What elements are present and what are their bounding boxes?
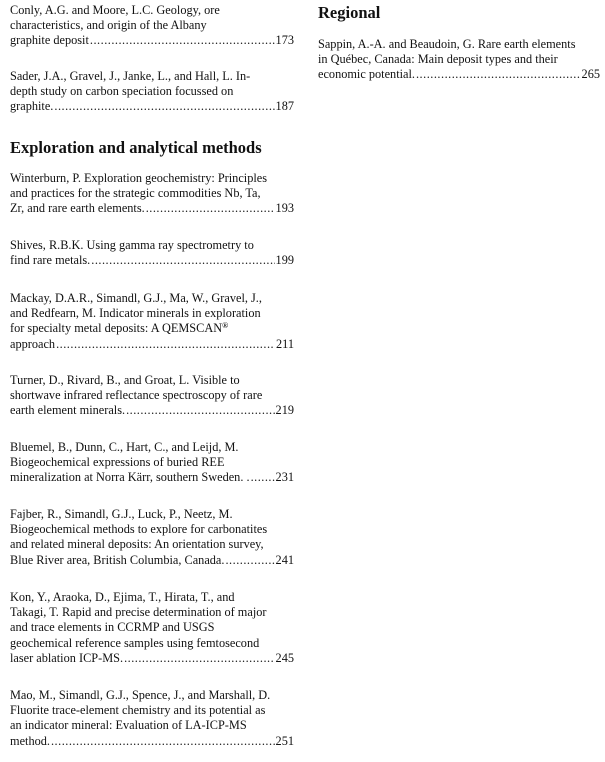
entry-line: and practices for the strategic commodities Nb, Ta, [10, 186, 261, 201]
dot-leader [146, 201, 275, 216]
page-number: 245 [275, 650, 294, 665]
entry-line: Zr, and rare earth elements. [10, 201, 145, 216]
toc-entry-shives[interactable] [10, 238, 294, 268]
dot-leader [54, 99, 274, 114]
toc-entry-conly[interactable] [10, 3, 294, 49]
entry-line: Sader, J.A., Gravel, J., Janke, L., and Hall, L. In- [10, 69, 251, 83]
page-number: 211 [276, 336, 294, 351]
dot-leader [416, 67, 581, 82]
entry-line: approach [10, 336, 56, 351]
entry-line: shortwave infrared reflectance spectroscopy of rare [10, 388, 263, 403]
toc-entry-sader[interactable] [10, 69, 294, 115]
entry-line: Blue River area, British Columbia, Canada. [10, 552, 225, 567]
entry-line: find rare metals. [10, 253, 91, 268]
dot-leader [91, 253, 274, 268]
entry-line: characteristics, and origin of the Albany [10, 18, 207, 33]
toc-entry-winterburn[interactable] [10, 171, 294, 217]
entry-line: and related mineral deposits: An orientation survey, [10, 537, 264, 552]
entry-line: Fajber, R., Simandl, G.J., Luck, P., Neetz, M. [10, 507, 233, 521]
entry-line: and Redfearn, M. Indicator minerals in exploration [10, 306, 261, 321]
page-number: 199 [275, 253, 294, 268]
entry-line: laser ablation ICP-MS. [10, 650, 124, 665]
entry-line: economic potential. [318, 67, 415, 82]
section-heading-regional: Regional [318, 3, 381, 22]
entry-line: Fluorite trace-element chemistry and its potential as [10, 703, 266, 718]
page-number: 219 [275, 403, 294, 418]
entry-line: Shives, R.B.K. Using gamma ray spectrometry to [10, 238, 254, 252]
entry-line: method. [10, 733, 50, 748]
entry-line: depth study on carbon speciation focussed on [10, 84, 234, 99]
entry-line: graphite deposit [10, 33, 89, 48]
entry-line: graphite. [10, 99, 54, 114]
entry-line: Mackay, D.A.R., Simandl, G.J., Ma, W., Gravel, J., [10, 291, 262, 305]
entry-line: Takagi, T. Rapid and precise determination of major [10, 605, 267, 620]
page-number: 193 [275, 201, 294, 216]
entry-line: Conly, A.G. and Moore, L.C. Geology, ore [10, 3, 220, 17]
page-number: 251 [275, 733, 294, 748]
toc-entry-fajber[interactable] [10, 507, 294, 568]
toc-entry-mao[interactable] [10, 688, 294, 749]
dot-leader [124, 651, 274, 666]
entry-line: earth element minerals. [10, 403, 126, 418]
toc-entry-kon[interactable] [10, 590, 294, 666]
dot-leader [126, 403, 274, 418]
entry-line: an indicator mineral: Evaluation of LA-ICP-MS [10, 718, 247, 733]
page-number: 231 [275, 470, 294, 485]
page-number: 265 [581, 67, 600, 82]
dot-leader [56, 337, 275, 352]
entry-line: mineralization at Norra Kärr, southern Sweden. . [10, 470, 250, 485]
entry-line: and trace elements in CCRMP and USGS [10, 620, 215, 635]
entry-line: in Québec, Canada: Main deposit types and their [318, 52, 558, 67]
registered-mark: ® [222, 321, 229, 331]
entry-line: Mao, M., Simandl, G.J., Spence, J., and Marshall, D. [10, 688, 271, 702]
page-number: 187 [275, 99, 294, 114]
toc-entry-bluemel[interactable] [10, 440, 294, 486]
section-heading-exploration: Exploration and analytical methods [10, 138, 262, 157]
entry-line: Biogeochemical expressions of buried REE [10, 455, 225, 470]
entry-line: Kon, Y., Araoka, D., Ejima, T., Hirata, T., and [10, 590, 235, 604]
entry-line: for specialty metal deposits: A QEMSCAN [10, 321, 223, 336]
toc-entry-mackay[interactable] [10, 291, 294, 352]
page-number: 241 [275, 552, 294, 567]
entry-line: Sappin, A.-A. and Beaudoin, G. Rare earth elements [318, 37, 576, 51]
toc-entry-turner[interactable] [10, 373, 294, 419]
dot-leader [90, 33, 275, 48]
dot-leader [51, 734, 275, 749]
entry-line: Turner, D., Rivard, B., and Groat, L. Visible to [10, 373, 240, 387]
entry-line: geochemical reference samples using femtosecond [10, 635, 260, 650]
dot-leader [225, 553, 274, 568]
toc-entry-sappin[interactable] [318, 37, 600, 83]
entry-line: Bluemel, B., Dunn, C., Hart, C., and Leijd, M. [10, 440, 239, 454]
entry-line: Winterburn, P. Exploration geochemistry: Principles [10, 171, 268, 185]
entry-line: Biogeochemical methods to explore for carbonatites [10, 522, 268, 537]
page-number: 173 [275, 33, 294, 48]
dot-leader [251, 470, 275, 485]
